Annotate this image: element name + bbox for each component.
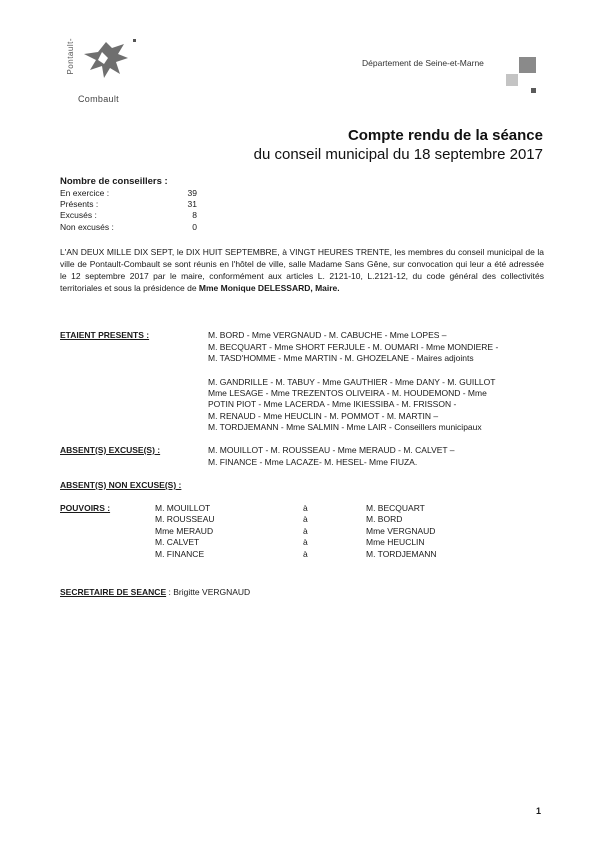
secretaire-label: SECRETAIRE DE SEANCE (60, 587, 167, 597)
count-value: 8 (192, 210, 197, 220)
logo-name: Combault (78, 94, 119, 104)
president-name: Mme Monique DELESSARD, Maire. (198, 283, 340, 293)
excuses-line: M. FINANCE - Mme LACAZE- M. HESEL- Mme FIUZA. (208, 457, 418, 467)
decorative-dot (133, 39, 136, 42)
decorative-square (519, 57, 536, 73)
presents-line: M. TASD'HOMME - Mme MARTIN - M. GHOZELANE - Maires adjoints (208, 353, 474, 363)
count-value: 0 (192, 222, 197, 232)
pouvoir-from: M. FINANCE (155, 549, 205, 559)
pouvoir-sep: à (303, 549, 308, 559)
intro-text: L'AN DEUX MILLE DIX SEPT, le DIX HUIT SEPTEMBRE, à VINGT HEURES TRENTE, les membres du conseil municipal de la ville de Pontault-Combault se sont réunis en l'hôtel de ville, salle Madame Sans Gêne, sur convocation qui leur a été adressée le 12 septembre 2017 par le maire, conformément aux articles L. 2121-10, L.2121-12, du code général des collectivités territoriales et sous la présidence de (60, 247, 544, 293)
page-title: Compte rendu de la séance (347, 127, 543, 144)
pouvoir-sep: à (303, 514, 308, 524)
department-name: Département de Seine-et-Marne (362, 58, 484, 68)
pouvoir-to: Mme VERGNAUD (366, 526, 436, 536)
pouvoir-from: M. MOUILLOT (155, 503, 211, 513)
logo-vertical-text: Pontault- (66, 38, 75, 75)
count-label: Présents : (60, 199, 99, 209)
presents-line: M. GANDRILLE - M. TABUY - Mme GAUTHIER - Mme DANY - M. GUILLOT (208, 377, 496, 387)
pouvoir-sep: à (303, 537, 308, 547)
intro-paragraph (60, 246, 544, 294)
excuses-line: M. MOUILLOT - M. ROUSSEAU - Mme MERAUD - M. CALVET – (208, 445, 455, 455)
pouvoir-to: M. BECQUART (366, 503, 425, 513)
page-subtitle: du conseil municipal du 18 septembre 2017 (253, 146, 543, 163)
decorative-square (506, 74, 518, 86)
count-label: Excusés : (60, 210, 97, 220)
pouvoirs-label: POUVOIRS : (60, 503, 111, 513)
pouvoir-to: M. TORDJEMANN (366, 549, 437, 559)
bird-logo-icon (76, 38, 136, 94)
presents-line: POTIN PIOT - Mme LACERDA - Mme IKIESSIBA - M. FRISSON - (208, 399, 457, 409)
presents-line: M. BECQUART - Mme SHORT FERJULE - M. OUMARI - Mme MONDIERE - (208, 342, 499, 352)
presents-line: M. TORDJEMANN - Mme SALMIN - Mme LAIR - Conseillers municipaux (208, 422, 482, 432)
excuses-label: ABSENT(S) EXCUSE(S) : (60, 445, 161, 455)
secretaire-line (60, 587, 250, 597)
count-label: En exercice : (60, 188, 110, 198)
pouvoir-to: Mme HEUCLIN (366, 537, 425, 547)
pouvoir-to: M. BORD (366, 514, 403, 524)
presents-label: ETAIENT PRESENTS : (60, 330, 150, 340)
secretaire-colon: : (166, 587, 174, 597)
pouvoir-from: Mme MERAUD (155, 526, 214, 536)
pouvoir-from: M. CALVET (155, 537, 200, 547)
pouvoir-from: M. ROUSSEAU (155, 514, 215, 524)
decorative-square (531, 88, 536, 93)
counts-heading: Nombre de conseillers : (60, 176, 168, 187)
non-excuses-label: ABSENT(S) NON EXCUSE(S) : (60, 480, 182, 490)
count-value: 39 (187, 188, 197, 198)
pouvoir-sep: à (303, 503, 308, 513)
secretaire-name: Brigitte VERGNAUD (173, 587, 251, 597)
presents-line: M. BORD - Mme VERGNAUD - M. CABUCHE - Mme LOPES – (208, 330, 447, 340)
presents-line: M. RENAUD - Mme HEUCLIN - M. POMMOT - M. MARTIN – (208, 411, 439, 421)
city-logo (62, 38, 142, 108)
count-value: 31 (187, 199, 197, 209)
pouvoir-sep: à (303, 526, 308, 536)
count-label: Non excusés : (60, 222, 114, 232)
page-number: 1 (535, 806, 541, 816)
presents-line: Mme LESAGE - Mme TREZENTOS OLIVEIRA - M. HOUDEMOND - Mme (208, 388, 487, 398)
